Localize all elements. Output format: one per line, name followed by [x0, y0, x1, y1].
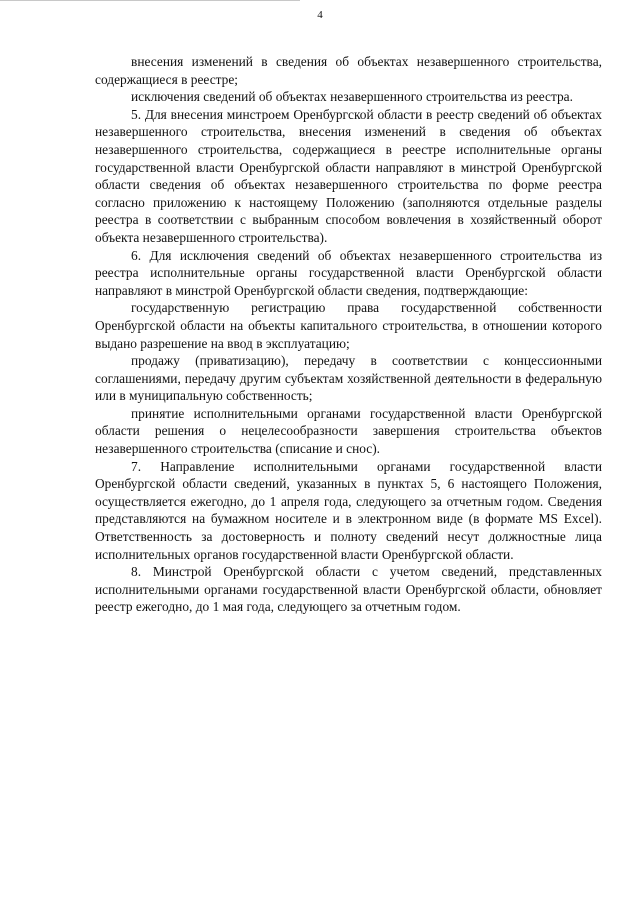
page-number: 4 [317, 9, 323, 21]
paragraph-5: государственную регистрацию права государственной собственности Оренбургской области на объекты капитального строительства, в отношении которого выдано разрешение на ввод в эксплуатацию; [95, 300, 602, 351]
paragraph-4: 6. Для исключения сведений об объектах незавершенного строительства из реестра исполнительные органы государственной власти Оренбургской области направляют в минстрой Оренбургской области сведения, подтверждающие: [95, 247, 602, 298]
document-body [95, 53, 602, 616]
paragraph-2: исключения сведений об объектах незавершенного строительства из реестра. [131, 89, 573, 105]
paragraph-1: внесения изменений в сведения об объектах незавершенного строительства, содержащиеся в реестре; [95, 54, 602, 87]
top-divider [0, 0, 300, 1]
paragraph-8: 7. Направление исполнительными органами государственной власти Оренбургской области сведений, указанных в пунктах 5, 6 настоящего Положения, осуществляется ежегодно, до 1 апреля года, следующего за отчетным годом. Сведения представляются на бумажном носителе и в электронном виде (в формате MS Excel). Ответственность за достоверность и полноту сведений несут должностные лица исполнительных органов государственной власти Оренбургской области. [95, 458, 602, 562]
paragraph-6: продажу (приватизацию), передачу в соответствии с концессионными соглашениями, передачу другим субъектам хозяйственной деятельности в федеральную или в муниципальную собственность; [95, 353, 602, 404]
paragraph-3: 5. Для внесения минстроем Оренбургской области в реестр сведений об объектах незавершенного строительства, внесения изменений в сведения об объектах незавершенного строительства, содержащиеся в реестре исполнительные органы государственной власти Оренбургской области направляют в минстрой Оренбургской области сведения об объектах незавершенного строительства по форме реестра согласно приложению к настоящему Положению (заполняются отдельные разделы реестра в соответствии с выбранным способом вовлечения в хозяйственный оборот объекта незавершенного строительства). [95, 106, 602, 245]
paragraph-9: 8. Минстрой Оренбургской области с учетом сведений, представленных исполнительными органами государственной власти Оренбургской области, обновляет реестр ежегодно, до 1 мая года, следующего за отчетным годом. [95, 564, 602, 615]
paragraph-7: принятие исполнительными органами государственной власти Оренбургской области решения о нецелесообразности завершения строительства объектов незавершенного строительства (списание и снос). [95, 405, 602, 457]
